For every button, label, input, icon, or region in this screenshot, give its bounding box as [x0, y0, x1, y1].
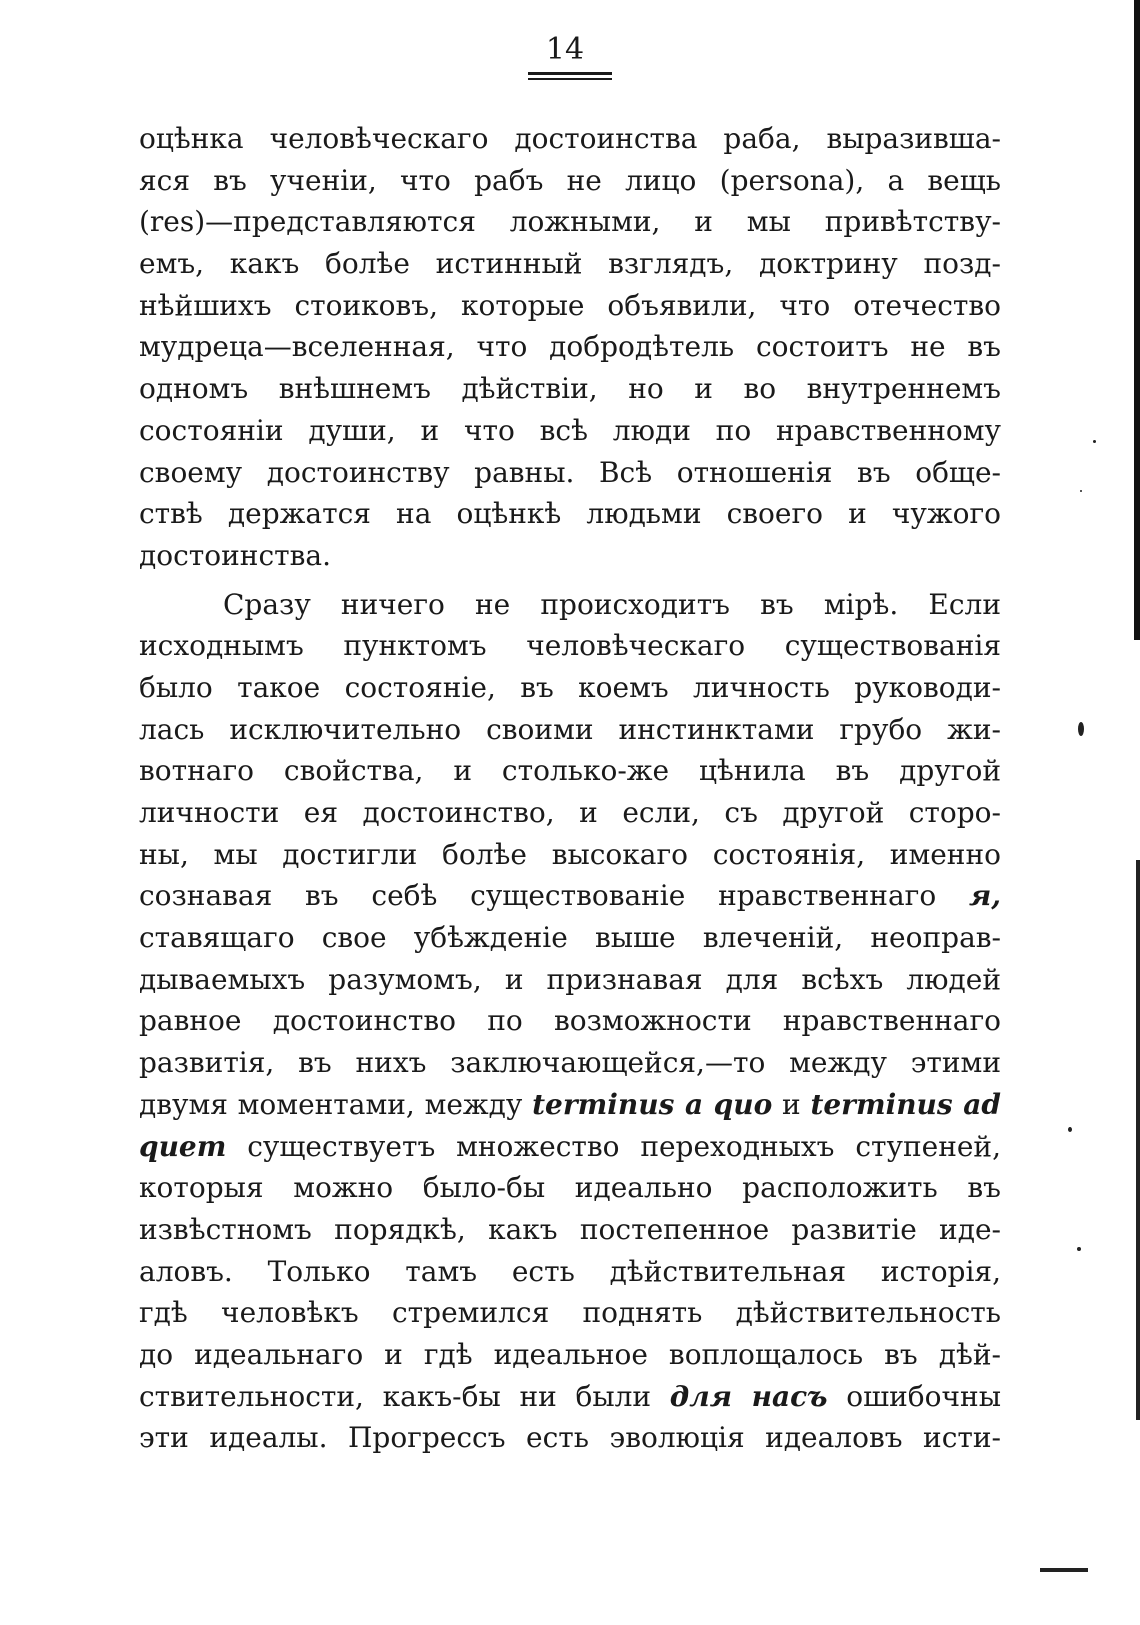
text-line: эти идеалы. Прогрессъ есть эволюція идеаловъ исти-: [139, 1421, 1001, 1455]
scan-edge-shadow: [1134, 0, 1140, 640]
text-line: емъ, какъ болѣе истинный взглядъ, доктрину позд-: [139, 247, 1001, 281]
scan-speck: [1068, 1127, 1072, 1132]
text-line: (res)—представляются ложными, и мы привѣтству-: [139, 205, 1001, 239]
line-text: ствительности, какъ-бы ни были: [139, 1379, 652, 1413]
page-number-rule-bottom: [528, 78, 612, 80]
line-text: существуетъ множество переходныхъ ступеней,: [247, 1129, 1001, 1163]
text-line: ствѣ держатся на оцѣнкѣ людьми своего и чужого: [139, 497, 1001, 531]
page-number: 14: [545, 32, 585, 67]
latin-quem: quem: [139, 1129, 227, 1163]
text-line: своему достоинству равны. Всѣ отношенія въ обще-: [139, 455, 1001, 489]
text-line: состояніи души, и что всѣ люди по нравственному: [139, 413, 1001, 447]
text-line: гдѣ человѣкъ стремился поднять дѣйствительность: [139, 1296, 1001, 1330]
latin-terminus-a-quo: terminus a quo: [532, 1087, 773, 1121]
text-line-with-emphasis: [139, 875, 1001, 917]
scan-speck: [1078, 722, 1084, 736]
text-line: оцѣнка человѣческаго достоинства раба, выразивша-: [139, 122, 1001, 155]
paragraph-1: [139, 118, 1001, 577]
line-text: сознавая въ себѣ существованіе нравственнаго: [139, 879, 937, 913]
text-line: достоинства.: [139, 538, 331, 572]
text-line: которыя можно было-бы идеально расположить въ: [139, 1171, 1001, 1205]
text-line: лась исключительно своими инстинктами грубо жи-: [139, 712, 1001, 746]
emphasis-ya: я,: [968, 879, 1001, 913]
conjunction: и: [782, 1087, 801, 1121]
page-number-rule-top: [528, 72, 612, 75]
text-line: вотнаго свойства, и столько-же цѣнила въ другой: [139, 754, 1001, 788]
text-line: исходнымъ пунктомъ человѣческаго существованія: [139, 629, 1001, 663]
latin-terminus-ad: terminus ad: [810, 1087, 1001, 1121]
line-text: двумя моментами, между: [139, 1087, 523, 1121]
text-line: было такое состояніе, въ коемъ личность руководи-: [139, 670, 1001, 704]
scan-edge-shadow: [1136, 860, 1140, 1420]
text-line: одномъ внѣшнемъ дѣйствіи, но и во внутреннемъ: [139, 372, 1001, 406]
text-line: развитія, въ нихъ заключающейся,—то между этими: [139, 1046, 1001, 1080]
text-line: ставящаго свое убѣжденіе выше влеченій, неоправ-: [139, 921, 1001, 955]
scan-speck: [1093, 440, 1096, 443]
paragraph-2: [139, 584, 1001, 1459]
text-line: личности ея достоинство, и если, съ другой сторо-: [139, 796, 1001, 829]
text-line: Сразу ничего не происходитъ въ мірѣ. Если: [223, 587, 1001, 621]
text-line: до идеальнаго и гдѣ идеальное воплощалось въ дѣй-: [139, 1337, 1001, 1371]
text-line: дываемыхъ разумомъ, и признавая для всѣхъ людей: [139, 962, 1001, 996]
text-line: аловъ. Только тамъ есть дѣйствительная исторія,: [139, 1254, 1001, 1288]
text-line: равное достоинство по возможности нравственнаго: [139, 1004, 1001, 1038]
scan-speck: [1077, 1247, 1081, 1251]
text-line: мудреца—вселенная, что добродѣтель состоитъ не въ: [139, 330, 1001, 364]
line-text-end: ошибочны: [846, 1379, 1001, 1413]
scan-mark: [1040, 1568, 1088, 1572]
body-text: [139, 118, 1001, 1459]
scan-speck: [1080, 490, 1082, 492]
text-line-with-latin: [139, 1084, 1001, 1126]
emphasis-dlya-nas: для насъ: [669, 1379, 828, 1413]
text-line-with-emphasis: [139, 1376, 1001, 1418]
text-line-with-latin: [139, 1126, 1001, 1168]
text-line: извѣстномъ порядкѣ, какъ постепенное развитіе иде-: [139, 1212, 1001, 1246]
text-line: яся въ ученіи, что рабъ не лицо (persona), а вещь: [139, 163, 1001, 197]
text-line: ны, мы достигли болѣе высокаго состоянія, именно: [139, 837, 1001, 871]
text-line: нѣйшихъ стоиковъ, которые объявили, что отечество: [139, 288, 1001, 322]
